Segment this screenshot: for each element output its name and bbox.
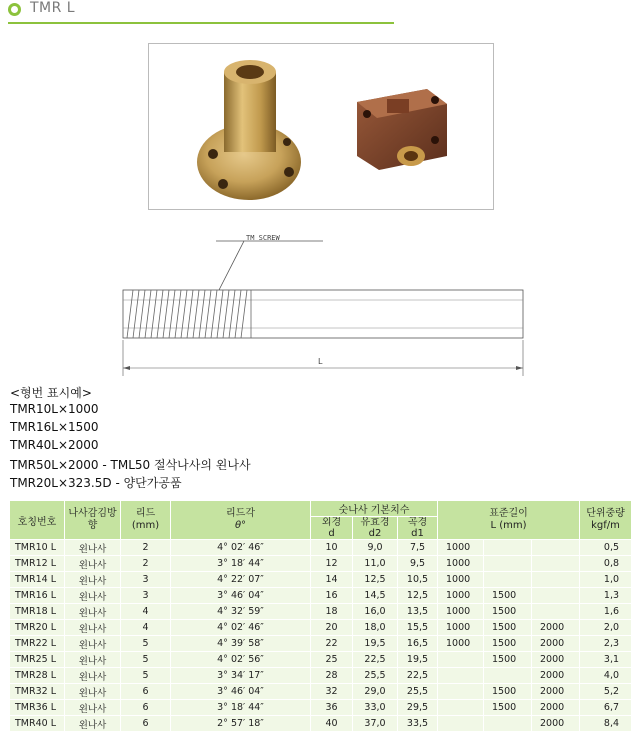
table-cell-w: 1,0 bbox=[580, 572, 632, 588]
table-cell-l3 bbox=[532, 604, 580, 620]
table-cell-dir: 왼나사 bbox=[65, 620, 121, 636]
table-cell-l2: 1500 bbox=[484, 604, 532, 620]
table-cell-d1: 9,5 bbox=[398, 556, 438, 572]
table-cell-l2 bbox=[484, 668, 532, 684]
table-cell-dir: 왼나사 bbox=[65, 572, 121, 588]
example-line: TMR16L×1500 bbox=[10, 420, 99, 434]
table-cell-angle: 3° 46′ 04″ bbox=[171, 588, 311, 604]
table-cell-l3 bbox=[532, 556, 580, 572]
product-photo-image bbox=[149, 44, 493, 209]
table-cell-lead: 4 bbox=[121, 604, 171, 620]
example-heading: <형번 표시예> bbox=[10, 386, 92, 400]
table-row bbox=[10, 700, 632, 716]
table-row bbox=[10, 636, 632, 652]
flanged-nut-icon bbox=[197, 60, 301, 200]
table-cell-l1: 1000 bbox=[438, 556, 484, 572]
table-cell-l1: 1000 bbox=[438, 620, 484, 636]
header-weight: 단위중량 kgf/m bbox=[580, 501, 632, 540]
table-cell-l2 bbox=[484, 572, 532, 588]
table-cell-d1: 29,5 bbox=[398, 700, 438, 716]
table-cell-dir: 왼나사 bbox=[65, 588, 121, 604]
table-cell-l3 bbox=[532, 572, 580, 588]
table-cell-d: 22 bbox=[311, 636, 353, 652]
header-lead-angle: 리드각 θ° bbox=[171, 501, 311, 540]
header-effective-dia: 유효경 d2 bbox=[353, 517, 398, 540]
table-cell-model: TMR32 L bbox=[10, 684, 65, 700]
table-cell-angle: 4° 02′ 46″ bbox=[171, 540, 311, 556]
table-cell-d2: 19,5 bbox=[353, 636, 398, 652]
table-cell-l3: 2000 bbox=[532, 684, 580, 700]
block-nut-icon bbox=[357, 89, 447, 170]
table-cell-w: 8,4 bbox=[580, 716, 632, 732]
table-cell-d2: 9,0 bbox=[353, 540, 398, 556]
section-header bbox=[8, 0, 394, 26]
table-cell-dir: 왼나사 bbox=[65, 636, 121, 652]
table-cell-d2: 16,0 bbox=[353, 604, 398, 620]
table-cell-lead: 6 bbox=[121, 684, 171, 700]
table-cell-d: 12 bbox=[311, 556, 353, 572]
screw-label: TM SCREW bbox=[246, 234, 280, 242]
table-cell-w: 6,7 bbox=[580, 700, 632, 716]
table-cell-d1: 15,5 bbox=[398, 620, 438, 636]
table-cell-l1: 1000 bbox=[438, 588, 484, 604]
table-cell-model: TMR25 L bbox=[10, 652, 65, 668]
table-cell-w: 3,1 bbox=[580, 652, 632, 668]
table-cell-l2 bbox=[484, 716, 532, 732]
table-row bbox=[10, 588, 632, 604]
header-basic-dims: 숫나사 기본치수 bbox=[311, 501, 438, 517]
table-cell-angle: 4° 39′ 58″ bbox=[171, 636, 311, 652]
table-cell-l2: 1500 bbox=[484, 620, 532, 636]
table-cell-d1: 13,5 bbox=[398, 604, 438, 620]
table-cell-angle: 3° 18′ 44″ bbox=[171, 556, 311, 572]
circle-bullet-icon bbox=[8, 3, 21, 16]
header-model: 호칭번호 bbox=[10, 501, 65, 540]
screw-drawing bbox=[118, 228, 538, 378]
table-cell-l2: 1500 bbox=[484, 652, 532, 668]
table-cell-d1: 16,5 bbox=[398, 636, 438, 652]
header-length: 표준길이 L (mm) bbox=[438, 501, 580, 540]
table-cell-dir: 왼나사 bbox=[65, 684, 121, 700]
table-cell-l3: 2000 bbox=[532, 652, 580, 668]
table-cell-model: TMR14 L bbox=[10, 572, 65, 588]
header-outer-dia: 외경 d bbox=[311, 517, 353, 540]
table-cell-d: 10 bbox=[311, 540, 353, 556]
table-cell-lead: 4 bbox=[121, 620, 171, 636]
table-cell-d1: 25,5 bbox=[398, 684, 438, 700]
table-cell-dir: 왼나사 bbox=[65, 668, 121, 684]
table-cell-w: 4,0 bbox=[580, 668, 632, 684]
table-cell-angle: 4° 02′ 56″ bbox=[171, 652, 311, 668]
table-cell-d1: 33,5 bbox=[398, 716, 438, 732]
table-cell-lead: 5 bbox=[121, 668, 171, 684]
length-label: L bbox=[318, 357, 323, 366]
table-cell-w: 0,5 bbox=[580, 540, 632, 556]
product-photo bbox=[148, 43, 494, 210]
header-lead: 리드 (mm) bbox=[121, 501, 171, 540]
table-cell-l3 bbox=[532, 540, 580, 556]
table-cell-angle: 3° 46′ 04″ bbox=[171, 684, 311, 700]
table-row bbox=[10, 652, 632, 668]
table-cell-d: 28 bbox=[311, 668, 353, 684]
table-cell-lead: 2 bbox=[121, 540, 171, 556]
table-cell-l1: 1000 bbox=[438, 636, 484, 652]
table-cell-w: 1,3 bbox=[580, 588, 632, 604]
table-row bbox=[10, 716, 632, 732]
table-cell-lead: 3 bbox=[121, 588, 171, 604]
table-cell-model: TMR16 L bbox=[10, 588, 65, 604]
table-cell-dir: 왼나사 bbox=[65, 652, 121, 668]
table-cell-d: 16 bbox=[311, 588, 353, 604]
table-row bbox=[10, 556, 632, 572]
table-cell-l3: 2000 bbox=[532, 636, 580, 652]
table-cell-lead: 6 bbox=[121, 716, 171, 732]
table-cell-l3 bbox=[532, 588, 580, 604]
table-cell-l2: 1500 bbox=[484, 700, 532, 716]
table-cell-l1: 1000 bbox=[438, 572, 484, 588]
table-cell-d: 18 bbox=[311, 604, 353, 620]
table-cell-lead: 2 bbox=[121, 556, 171, 572]
table-cell-l3: 2000 bbox=[532, 668, 580, 684]
table-cell-d2: 18,0 bbox=[353, 620, 398, 636]
table-cell-d1: 10,5 bbox=[398, 572, 438, 588]
table-cell-lead: 5 bbox=[121, 652, 171, 668]
table-cell-l1 bbox=[438, 652, 484, 668]
table-cell-model: TMR18 L bbox=[10, 604, 65, 620]
table-cell-l2: 1500 bbox=[484, 684, 532, 700]
spec-table bbox=[9, 500, 632, 732]
table-row bbox=[10, 684, 632, 700]
table-cell-model: TMR40 L bbox=[10, 716, 65, 732]
table-cell-d1: 12,5 bbox=[398, 588, 438, 604]
table-cell-l1 bbox=[438, 700, 484, 716]
table-cell-dir: 왼나사 bbox=[65, 716, 121, 732]
header-root-dia: 곡경 d1 bbox=[398, 517, 438, 540]
table-cell-angle: 4° 32′ 59″ bbox=[171, 604, 311, 620]
table-cell-model: TMR36 L bbox=[10, 700, 65, 716]
table-cell-angle: 3° 34′ 17″ bbox=[171, 668, 311, 684]
table-cell-d1: 7,5 bbox=[398, 540, 438, 556]
table-cell-w: 2,0 bbox=[580, 620, 632, 636]
example-line: TMR50L×2000 - TML50 절삭나사의 왼나사 bbox=[10, 458, 251, 472]
table-cell-l1 bbox=[438, 668, 484, 684]
table-row bbox=[10, 620, 632, 636]
table-cell-lead: 6 bbox=[121, 700, 171, 716]
table-cell-l2: 1500 bbox=[484, 588, 532, 604]
table-cell-d: 25 bbox=[311, 652, 353, 668]
table-cell-w: 5,2 bbox=[580, 684, 632, 700]
table-row bbox=[10, 540, 632, 556]
table-cell-d2: 12,5 bbox=[353, 572, 398, 588]
example-line: TMR40L×2000 bbox=[10, 438, 99, 452]
table-cell-dir: 왼나사 bbox=[65, 700, 121, 716]
table-cell-l1 bbox=[438, 684, 484, 700]
table-cell-w: 1,6 bbox=[580, 604, 632, 620]
table-cell-d2: 33,0 bbox=[353, 700, 398, 716]
table-cell-l2: 1500 bbox=[484, 636, 532, 652]
table-cell-d2: 11,0 bbox=[353, 556, 398, 572]
table-cell-d2: 29,0 bbox=[353, 684, 398, 700]
table-cell-angle: 2° 57′ 18″ bbox=[171, 716, 311, 732]
table-cell-w: 0,8 bbox=[580, 556, 632, 572]
table-cell-model: TMR12 L bbox=[10, 556, 65, 572]
table-cell-model: TMR22 L bbox=[10, 636, 65, 652]
table-cell-angle: 4° 22′ 07″ bbox=[171, 572, 311, 588]
table-cell-l1: 1000 bbox=[438, 604, 484, 620]
table-cell-dir: 왼나사 bbox=[65, 540, 121, 556]
table-cell-d1: 19,5 bbox=[398, 652, 438, 668]
table-cell-d: 36 bbox=[311, 700, 353, 716]
table-cell-angle: 3° 18′ 44″ bbox=[171, 700, 311, 716]
table-cell-l3: 2000 bbox=[532, 620, 580, 636]
table-cell-dir: 왼나사 bbox=[65, 556, 121, 572]
table-row bbox=[10, 604, 632, 620]
table-row bbox=[10, 668, 632, 684]
header-direction: 나사감김방향 bbox=[65, 501, 121, 540]
table-cell-model: TMR28 L bbox=[10, 668, 65, 684]
table-cell-angle: 4° 02′ 46″ bbox=[171, 620, 311, 636]
title-underline bbox=[8, 22, 394, 24]
page-title: TMR L bbox=[30, 0, 76, 16]
table-cell-d: 20 bbox=[311, 620, 353, 636]
table-cell-d: 14 bbox=[311, 572, 353, 588]
table-cell-d2: 37,0 bbox=[353, 716, 398, 732]
table-cell-d2: 22,5 bbox=[353, 652, 398, 668]
table-cell-l3: 2000 bbox=[532, 716, 580, 732]
table-cell-w: 2,3 bbox=[580, 636, 632, 652]
table-cell-l3: 2000 bbox=[532, 700, 580, 716]
table-cell-l1: 1000 bbox=[438, 540, 484, 556]
table-cell-l1 bbox=[438, 716, 484, 732]
table-cell-l2 bbox=[484, 540, 532, 556]
example-line: TMR20L×323.5D - 양단가공품 bbox=[10, 476, 182, 490]
thread-pattern bbox=[127, 290, 247, 338]
table-cell-d2: 14,5 bbox=[353, 588, 398, 604]
table-cell-d: 32 bbox=[311, 684, 353, 700]
table-cell-lead: 3 bbox=[121, 572, 171, 588]
table-cell-model: TMR10 L bbox=[10, 540, 65, 556]
table-cell-model: TMR20 L bbox=[10, 620, 65, 636]
table-cell-dir: 왼나사 bbox=[65, 604, 121, 620]
example-line: TMR10L×1000 bbox=[10, 402, 99, 416]
table-cell-lead: 5 bbox=[121, 636, 171, 652]
table-cell-d2: 25,5 bbox=[353, 668, 398, 684]
table-cell-l2 bbox=[484, 556, 532, 572]
table-cell-d1: 22,5 bbox=[398, 668, 438, 684]
table-row bbox=[10, 572, 632, 588]
table-cell-d: 40 bbox=[311, 716, 353, 732]
